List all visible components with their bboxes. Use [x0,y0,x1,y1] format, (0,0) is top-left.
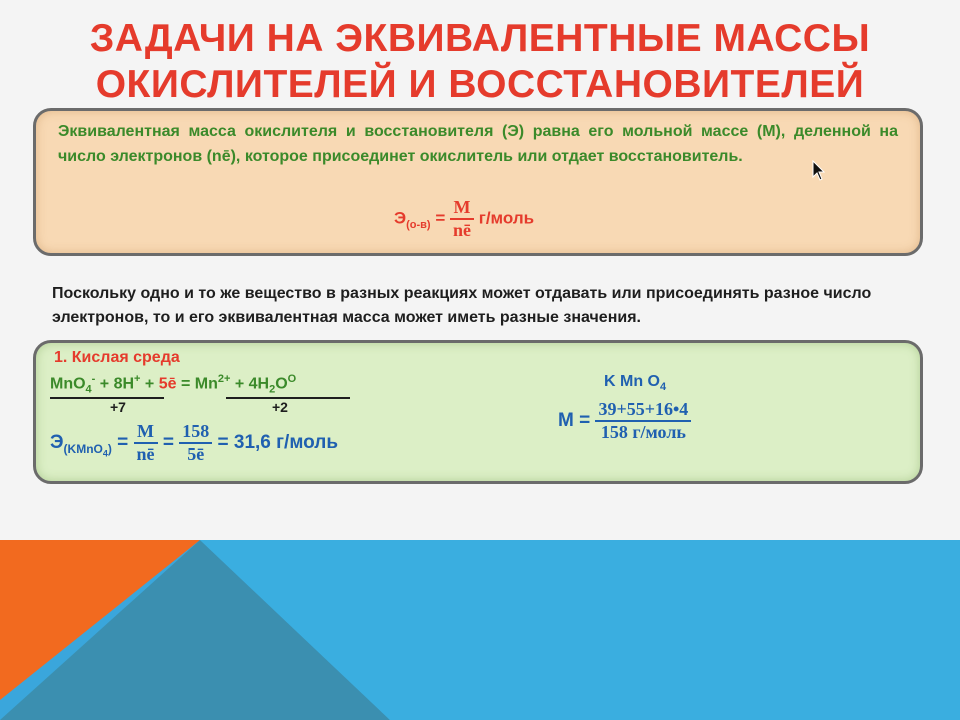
decorative-background [0,540,960,720]
definition-box [33,108,923,256]
formula-lhs-sub: (о-в) [406,218,431,231]
formula-fraction [450,197,474,241]
eq-equals: = [176,375,195,393]
molar-elements-text: K Mn O [604,373,660,390]
formula-equals: = [435,208,446,228]
charge-left: +7 [110,399,126,415]
calc-lhs: Э [50,432,64,454]
eq-water: + 4H [230,375,270,393]
eq-electrons: 5ē [158,375,177,393]
equivalent-calc [50,421,338,465]
calc-f1-den: nē [136,444,155,464]
calc-fraction-1 [134,421,158,465]
molar-lhs: M = [558,410,591,432]
calc-result: = 31,6 г/моль [217,432,339,454]
underline-right [226,397,350,399]
fraction-denominator: nē [453,220,471,240]
calc-f2-num: 158 [179,421,212,444]
calc-f2-den: 5ē [187,444,205,464]
reaction-equation [50,373,296,396]
eq-o: O [275,375,288,393]
explanation-paragraph: Поскольку одно и то же вещество в разных реакциях может отдавать или присоединять разное число электронов, то и его эквивалентная масса может иметь разные значения. [52,285,872,326]
eq-sup: - [91,373,96,385]
calc-eq2: = [162,432,174,454]
calc-f1-num: M [134,421,158,444]
molar-fraction [595,399,691,443]
calc-eq1: = [117,432,129,454]
underline-left [50,397,164,399]
definition-text: Эквивалентная масса окислителя и восстановителя (Э) равна его мольной массе (М), деленной на число электронов (nē), которое присоединет окислитель или отдает восстановитель. [58,123,898,165]
eq-mno4: MnO [50,375,86,393]
molar-den: 158 г/моль [600,422,686,442]
eq-plus: + [140,375,159,393]
slide-title [0,16,960,108]
calc-sub-c: ) [107,441,112,456]
formula-unit: г/моль [478,208,535,228]
title-line-2: ОКИСЛИТЕЛЕЙ И ВОССТАНОВИТЕЛЕЙ [95,63,865,106]
eq-mn: Mn [194,375,218,393]
calc-sub-b: 4 [102,448,108,459]
eq-sub: 4 [85,383,92,396]
eq-h: + 8H [95,375,135,393]
eq-o-sup: O [287,373,297,385]
eq-h-sup: + [134,373,141,385]
fraction-numerator: M [450,197,474,220]
molar-elements-sub: 4 [660,381,667,394]
calc-sub-a: (KMnO [63,441,103,456]
molar-elements [604,373,666,393]
charge-right: +2 [272,399,288,415]
calc-lhs-sub [63,441,112,459]
eq-mn-sup: 2+ [217,373,231,385]
eq-water-sub: 2 [269,383,276,396]
title-line-1: ЗАДАЧИ НА ЭКВИВАЛЕНТНЫЕ МАССЫ [89,17,871,60]
molar-num: 39+55+16•4 [595,399,691,422]
formula-lhs: Э [394,208,407,228]
definition-formula [394,197,534,241]
calc-fraction-2 [179,421,212,465]
example-box [33,340,923,484]
molar-mass-calc [558,399,691,443]
example-heading: 1. Кислая среда [54,349,180,366]
mouse-cursor-icon [812,160,826,182]
